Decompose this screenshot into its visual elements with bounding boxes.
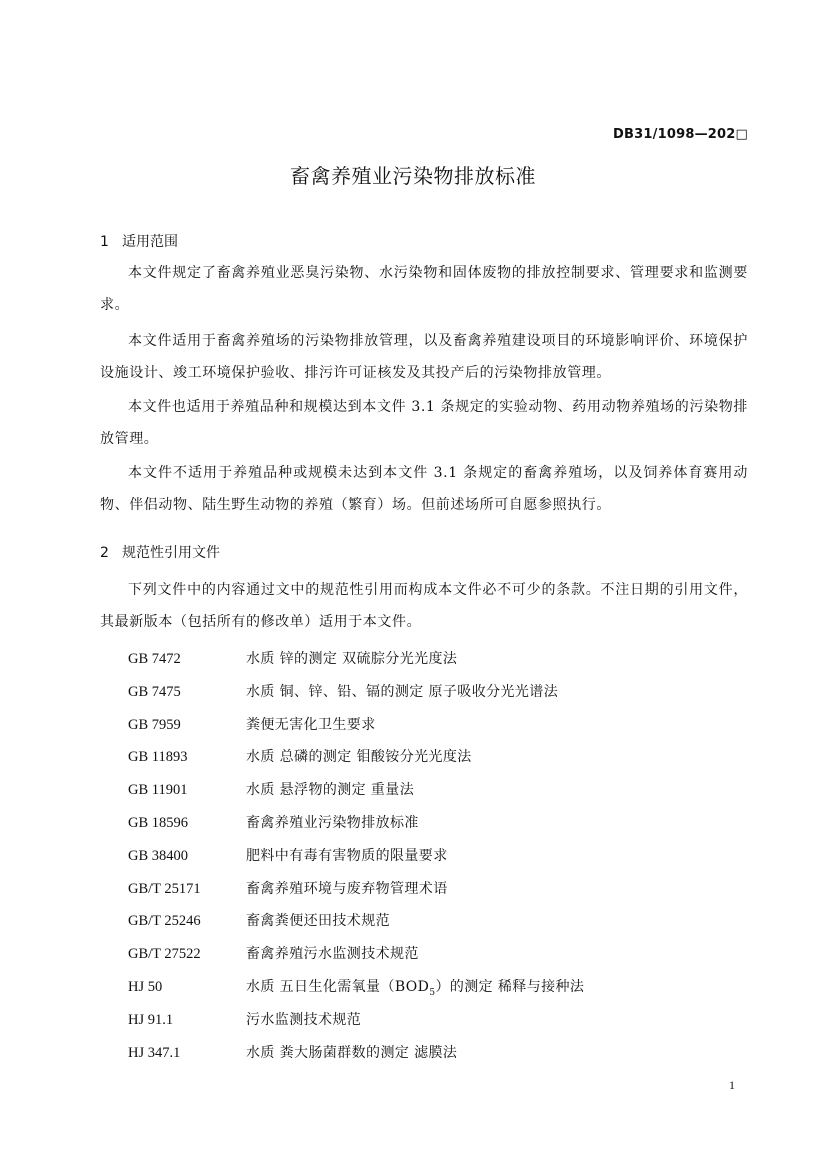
reference-item: [128, 741, 748, 774]
section-title: 适用范围: [122, 234, 178, 250]
reference-title: 粪便无害化卫生要求: [246, 716, 376, 733]
section-number: 2: [100, 545, 109, 561]
reference-code: GB 38400: [128, 847, 189, 864]
reference-item: [128, 905, 748, 938]
reference-title: 畜禽养殖污水监测技术规范: [246, 946, 419, 963]
standard-code: DB31/1098—202□: [613, 127, 748, 142]
reference-title: [246, 978, 585, 998]
reference-code: HJ 50: [128, 978, 163, 995]
reference-code: GB 7472: [128, 651, 181, 667]
subscript-5: 5: [429, 987, 436, 998]
reference-code: GB 7475: [128, 683, 181, 700]
section-number: 1: [100, 234, 109, 250]
reference-code: HJ 347.1: [128, 1044, 181, 1061]
reference-item: [128, 971, 748, 1004]
reference-code: GB/T 25171: [128, 880, 201, 897]
reference-item: [128, 807, 748, 840]
reference-title: 畜禽养殖业污染物排放标准: [246, 814, 419, 831]
reference-item: [128, 643, 748, 676]
section-2-heading: [100, 542, 220, 562]
section-1-paragraph-1: 本文件规定了畜禽养殖业恶臭污染物、水污染物和固体废物的排放控制要求、管理要求和监测要求。: [100, 265, 748, 313]
normative-references-list: [128, 643, 748, 1069]
section-2-paragraph-1: 下列文件中的内容通过文中的规范性引用而构成本文件必不可少的条款。不注日期的引用文件，其最新版本（包括所有的修改单）适用于本文件。: [100, 582, 748, 630]
reference-code: GB 11893: [128, 749, 188, 766]
reference-item: [128, 709, 748, 742]
section-1-paragraph-2: 本文件适用于畜禽养殖场的污染物排放管理，以及畜禽养殖建设项目的环境影响评价、环境保护设施设计、竣工环境保护验收、排污许可证核发及其投产后的污染物排放管理。: [100, 333, 748, 381]
reference-title: 水质 总磷的测定 钼酸铵分光光度法: [246, 749, 472, 766]
reference-code: GB 7959: [128, 716, 181, 733]
reference-title-part: 水质 五日生化需氧量（BOD: [246, 978, 430, 995]
reference-item: [128, 676, 748, 709]
reference-title: 肥料中有毒有害物质的限量要求: [246, 847, 448, 864]
section-1-paragraph-4: 本文件不适用于养殖品种或规模未达到本文件 3.1 条规定的畜禽养殖场，以及饲养体育赛用动物、伴侣动物、陆生野生动物的养殖（繁育）场。但前述场所可自愿参照执行。: [100, 465, 748, 513]
reference-item: [128, 938, 748, 971]
reference-item: [128, 873, 748, 906]
reference-title: 水质 粪大肠菌群数的测定 滤膜法: [246, 1044, 458, 1061]
section-1-heading: [100, 231, 178, 251]
reference-code: GB/T 25246: [128, 913, 201, 930]
reference-item: [128, 1004, 748, 1037]
reference-title: 畜禽粪便还田技术规范: [246, 913, 390, 930]
reference-code: GB/T 27522: [128, 946, 201, 963]
reference-title: 畜禽养殖环境与废弃物管理术语: [246, 880, 448, 897]
reference-title-part: ）的测定 稀释与接种法: [435, 978, 585, 995]
reference-title: 水质 铜、锌、铅、镉的测定 原子吸收分光光谱法: [246, 683, 559, 700]
reference-code: GB 11901: [128, 782, 188, 799]
reference-item: [128, 1037, 748, 1070]
reference-title: 水质 锌的测定 双硫腙分光光度法: [246, 651, 458, 667]
document-title: 畜禽养殖业污染物排放标准: [290, 164, 536, 188]
reference-code: GB 18596: [128, 814, 189, 831]
section-title: 规范性引用文件: [122, 545, 220, 561]
reference-title: 水质 悬浮物的测定 重量法: [246, 782, 415, 799]
reference-item: [128, 840, 748, 873]
section-1-paragraph-3: 本文件也适用于养殖品种和规模达到本文件 3.1 条规定的实验动物、药用动物养殖场的污染物排放管理。: [100, 399, 748, 447]
reference-title: 污水监测技术规范: [246, 1011, 362, 1028]
reference-code: HJ 91.1: [128, 1011, 174, 1028]
reference-item: [128, 774, 748, 807]
page-number: 1: [729, 1078, 735, 1092]
